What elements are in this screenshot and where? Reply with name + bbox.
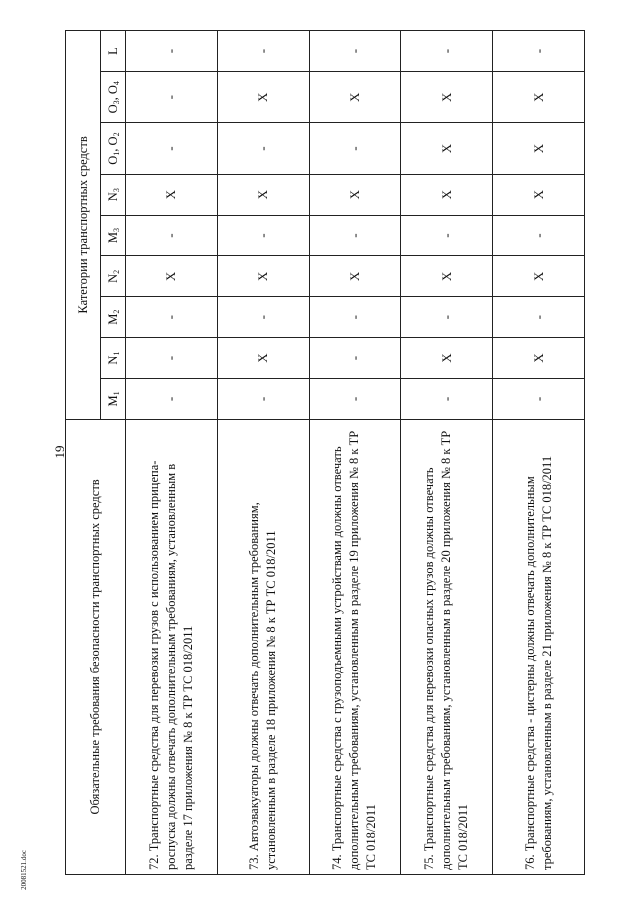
requirements-column-header: Обязательные требования безопасности транспортных средств: [66, 419, 126, 874]
category-mark-cell: X: [493, 174, 585, 215]
category-mark-cell: -: [126, 31, 218, 72]
table-row: [493, 31, 585, 875]
category-mark-cell: X: [309, 256, 401, 297]
category-mark-cell: X: [401, 338, 493, 379]
category-mark-cell: -: [401, 31, 493, 72]
category-header-cell: $N_2$: [101, 256, 126, 297]
category-mark-cell: -: [217, 297, 309, 338]
category-mark-cell: -: [217, 31, 309, 72]
category-mark-cell: -: [217, 123, 309, 174]
requirement-text: 73. Автоэвакуаторы должны отвечать дополнительным требованиям, установленным в разделе 18 приложения № 8 к ТР ТС 018/2011: [217, 419, 309, 874]
category-mark-cell: X: [493, 338, 585, 379]
requirement-text: 72. Транспортные средства для перевозки грузов с использованием прицепа-роспуска должны отвечать дополнительным требованиям, установленным в разделе 17 приложения № 8 к ТР ТС 018/2011: [126, 419, 218, 874]
category-mark-cell: -: [309, 378, 401, 419]
footer-code: 20081521.doc: [20, 850, 28, 890]
category-header-cell: $O_3$, $O_4$: [101, 72, 126, 123]
category-header-cell: $M_1$: [101, 378, 126, 419]
category-mark-cell: X: [493, 123, 585, 174]
table-row: [401, 31, 493, 875]
category-mark-cell: -: [126, 123, 218, 174]
category-header-cell: $M_2$: [101, 297, 126, 338]
category-header-cell: L: [101, 31, 126, 72]
table-container: [65, 30, 640, 870]
category-mark-cell: -: [126, 378, 218, 419]
category-header-cell: $O_1$, $O_2$: [101, 123, 126, 174]
category-mark-cell: X: [217, 72, 309, 123]
category-mark-cell: -: [493, 297, 585, 338]
category-mark-cell: -: [493, 378, 585, 419]
category-mark-cell: X: [401, 72, 493, 123]
category-mark-cell: -: [309, 338, 401, 379]
category-mark-cell: X: [493, 72, 585, 123]
category-mark-cell: -: [493, 31, 585, 72]
category-mark-cell: -: [493, 215, 585, 256]
categories-column-header: Категории транспортных средств: [66, 31, 101, 420]
category-mark-cell: -: [309, 31, 401, 72]
category-mark-cell: -: [309, 297, 401, 338]
requirement-text: 74. Транспортные средства с грузоподъемными устройствами должны отвечать дополнительным требованиям, установленным в разделе 19 приложения № 8 к ТР ТС 018/2011: [309, 419, 401, 874]
category-header-cell: $M_3$: [101, 215, 126, 256]
category-mark-cell: -: [217, 378, 309, 419]
category-mark-cell: -: [126, 215, 218, 256]
category-mark-cell: X: [401, 123, 493, 174]
table-body: [126, 31, 585, 875]
category-mark-cell: -: [309, 123, 401, 174]
category-mark-cell: X: [401, 174, 493, 215]
category-mark-cell: X: [126, 256, 218, 297]
category-mark-cell: X: [126, 174, 218, 215]
category-mark-cell: -: [126, 338, 218, 379]
category-mark-cell: X: [309, 174, 401, 215]
requirement-text: 76. Транспортные средства - цистерны должны отвечать дополнительным требованиям, установленным в разделе 21 приложения № 8 к ТР ТС 018/2011: [493, 419, 585, 874]
table-row: [126, 31, 218, 875]
table-row: [217, 31, 309, 875]
category-mark-cell: X: [217, 338, 309, 379]
table-row: [309, 31, 401, 875]
category-mark-cell: -: [126, 72, 218, 123]
category-header-cell: $N_3$: [101, 174, 126, 215]
category-mark-cell: -: [401, 297, 493, 338]
category-header-cell: $N_1$: [101, 338, 126, 379]
category-mark-cell: -: [126, 297, 218, 338]
requirement-text: 75. Транспортные средства для перевозки опасных грузов должны отвечать дополнительным требованиям, установленным в разделе 20 приложения № 8 к ТР ТС 018/2011: [401, 419, 493, 874]
category-mark-cell: -: [401, 378, 493, 419]
category-mark-cell: X: [309, 72, 401, 123]
category-mark-cell: X: [401, 256, 493, 297]
requirements-table: [65, 30, 585, 875]
page-number: 19: [52, 445, 67, 459]
category-mark-cell: X: [217, 174, 309, 215]
category-mark-cell: -: [309, 215, 401, 256]
category-mark-cell: -: [401, 215, 493, 256]
category-mark-cell: X: [217, 256, 309, 297]
category-mark-cell: X: [493, 256, 585, 297]
category-mark-cell: -: [217, 215, 309, 256]
